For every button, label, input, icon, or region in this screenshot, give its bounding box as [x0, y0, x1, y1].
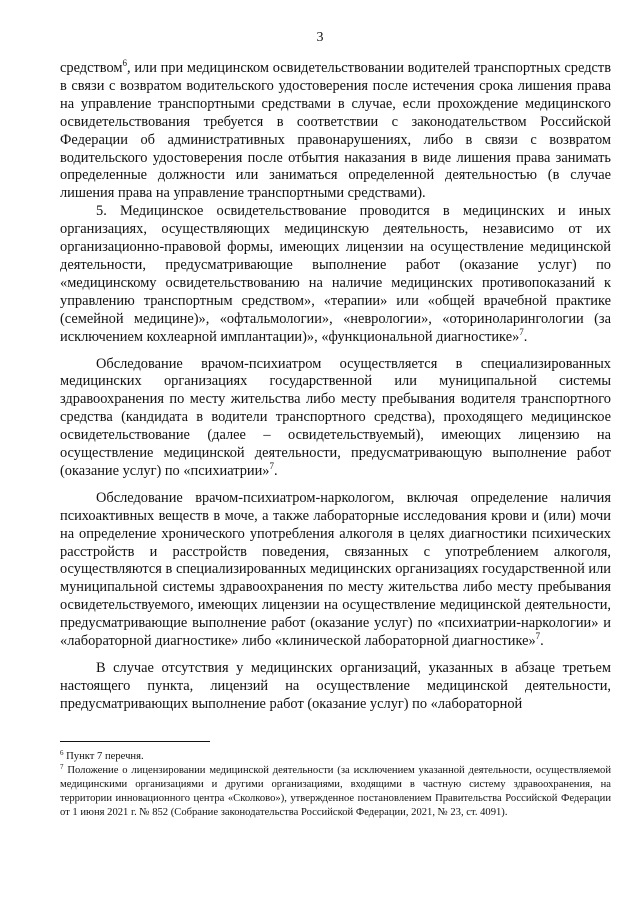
footnote-7	[60, 764, 611, 820]
footnote-reference: 7	[519, 326, 524, 337]
page-number: 3	[316, 30, 324, 45]
paragraph-text: Обследование врачом-психиатром осуществляется в специализированных медицинских организациях государственной или муниципальной системы здравоохранения по месту жительства либо месту пребывания водителя транспортного средства (кандидата в водители транспортного средства), проходящего медицинское освидетельствование (далее – освидетельствуемый), имеющих лицензию на осуществление медицинской деятельности, предусматривающую выполнение работ (оказание услуг) по «психиатрии»	[60, 355, 611, 479]
footnotes	[60, 750, 611, 820]
footnote-text: Положение о лицензировании медицинской деятельности (за исключением указанной деятельности, осуществляемой медицинскими организациями и другими организациями, входящими в частную систему здравоохранения, на территории инновационного центра «Сколково»), утвержденное постановлением Правительства Российской Федерации от 1 июня 2021 г. № 852 (Собрание законодательства Российской Федерации, 2021, № 23, ст. 4091).	[60, 765, 611, 818]
footnote-text: Пункт 7 перечня.	[63, 751, 144, 762]
paragraph-text: Обследование врачом-психиатром-наркологом, включая определение наличия психоактивных веществ в моче, а также лабораторные исследования крови и (или) мочи на определение хронического употребления алкоголя в целях диагностики психических расстройств и расстройств поведения, связанных с употреблением алкоголя, осуществляются в специализированных медицинских организациях государственной или муниципальной системы здравоохранения по месту жительства либо месту пребывания освидетельствуемого, имеющих лицензии на осуществление медицинской деятельности, предусматривающие выполнение работ (оказание услуг) по «психиатрии-наркологии» и «лабораторной диагностике» либо «клинической лабораторной диагностике»	[60, 489, 611, 650]
paragraph-text-tail: .	[540, 633, 544, 650]
paragraph-continuation	[60, 60, 611, 203]
paragraph-text: 5. Медицинское освидетельствование проводится в медицинских и иных организациях, осуществляющих медицинскую деятельность, независимо от их организационно-правовой формы, имеющих лицензии на осуществление медицинской деятельности, предусматривающие выполнение работ (оказание услуг) по «медицинскому освидетельствованию на наличие медицинских противопоказаний к управлению транспортным средством», «терапии» или «общей врачебной практике (семейной медицине)», «офтальмологии», «неврологии», «оториноларингологии (за исключением кохлеарной имплантации)», «функциональной диагностике»	[60, 203, 611, 345]
paragraph-narcologist	[60, 490, 611, 651]
paragraph-psychiatrist	[60, 356, 611, 481]
paragraph-item-5	[60, 203, 611, 346]
footnote-6	[60, 750, 611, 764]
footnote-mark: 6	[60, 749, 64, 757]
paragraph-absence-of-license	[60, 660, 611, 714]
footnote-reference: 7	[535, 631, 541, 642]
footnote-separator	[60, 741, 210, 742]
footnote-reference: 6	[122, 58, 128, 68]
document-body	[60, 60, 611, 714]
paragraph-text-tail: .	[523, 328, 528, 345]
footnote-mark: 7	[60, 763, 64, 771]
paragraph-text-tail: .	[274, 462, 278, 479]
paragraph-text: средством	[60, 60, 123, 76]
paragraph-text-tail: , или при медицинском освидетельствовании водителей транспортных средств в связи с возвратом водительского удостоверения после истечения срока лишения права на управление транспортными средствами в случае, если прохождение медицинского освидетельствования требуется в соответствии с законодательством Российской Федерации об административных правонарушениях, либо в связи с возвратом водительского удостоверения после отбытия наказания в виде лишения права занимать определенные должности или заниматься определенной деятельностью (в случае лишения права на управление транспортными средствами).	[60, 60, 611, 202]
footnote-reference: 7	[269, 460, 275, 471]
paragraph-text: В случае отсутствия у медицинских организаций, указанных в абзаце третьем настоящего пункта, лицензий на осуществление медицинской деятельности, предусматривающих выполнение работ (оказание услуг) по «лабораторной	[60, 660, 611, 712]
